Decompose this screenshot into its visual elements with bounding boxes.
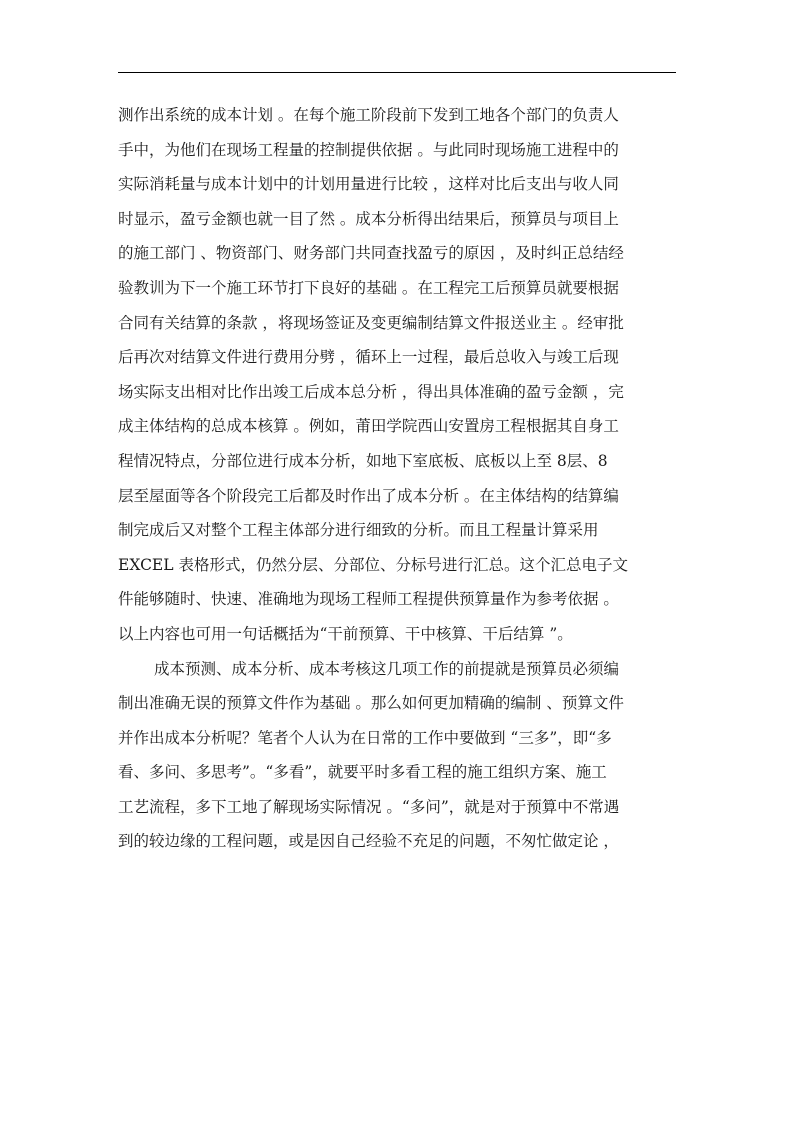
text-line: 实际消耗量与成本计划中的计划用量进行比较 ，这样对比后支出与收人同 bbox=[118, 175, 619, 194]
text-line: 以上内容也可用一句话概括为“干前预算、干中核算、干后结算 ”。 bbox=[118, 624, 573, 643]
text-line: 到的较边缘的工程问题，或是因自己经验不充足的问题，不匆忙做定论 ， bbox=[118, 832, 619, 851]
text-line: 合同有关结算的条款 ，将现场签证及变更编制结算文件报送业主 。经审批 bbox=[118, 313, 624, 332]
text-line: 测作出系统的成本计划 。在每个施工阶段前下发到工地各个部门的负责人 bbox=[118, 106, 619, 124]
text-line: 工艺流程，多下工地了解现场实际情况 。“多问”，就是对于预算中不常遇 bbox=[118, 797, 620, 816]
header-rule bbox=[118, 72, 676, 73]
text-line: 件能够随时、快速、准确地为现场工程师工程提供预算量作为参考依据 。 bbox=[118, 590, 619, 609]
body-text bbox=[118, 98, 680, 859]
text-line: 层至屋面等各个阶段完工后都及时作出了成本分析 。在主体结构的结算编 bbox=[118, 486, 619, 505]
text-line: 后再次对结算文件进行费用分劈 ，循环上一过程，最后总收入与竣工后现 bbox=[118, 348, 619, 367]
text-line: 手中，为他们在现场工程量的控制提供依据 。与此同时现场施工进程中的 bbox=[118, 140, 619, 159]
text-line: 制出准确无误的预算文件作为基础 。那么如何更加精确的编制 、预算文件 bbox=[118, 694, 624, 713]
text-line: 的施工部门 、物资部门、财务部门共同查找盈亏的原因 ，及时纠正总结经 bbox=[118, 244, 624, 263]
text-line: 成主体结构的总成本核算 。例如，莆田学院西山安置房工程根据其自身工 bbox=[118, 417, 619, 436]
text-line: 看、多问、多思考”。“多看”，就要平时多看工程的施工组织方案、施工 bbox=[118, 763, 607, 782]
text-line: 并作出成本分析呢？笔者个人认为在日常的工作中要做到 “三多”，即“多 bbox=[118, 728, 612, 747]
text-line: 场实际支出相对比作出竣工后成本总分析 ，得出具体准确的盈亏金额 ，完 bbox=[118, 382, 624, 401]
paragraph-first-line: 成本预测、成本分析、成本考核这几项工作的前提就是预算员必须编 bbox=[154, 659, 620, 678]
text-line: 程情况特点，分部位进行成本分析，如地下室底板、底板以上至 8层、8 bbox=[118, 451, 608, 470]
text-line: EXCEL 表格形式，仍然分层、分部位、分标号进行汇总。这个汇总电子文 bbox=[118, 555, 628, 574]
text-line: 制完成后又对整个工程主体部分进行细致的分析。而且工程量计算采用 bbox=[118, 521, 599, 540]
text-line: 验教训为下一个施工环节打下良好的基础 。在工程完工后预算员就要根据 bbox=[118, 278, 619, 297]
text-line: 时显示，盈亏金额也就一目了然 。成本分析得出结果后，预算员与项目上 bbox=[118, 209, 619, 228]
